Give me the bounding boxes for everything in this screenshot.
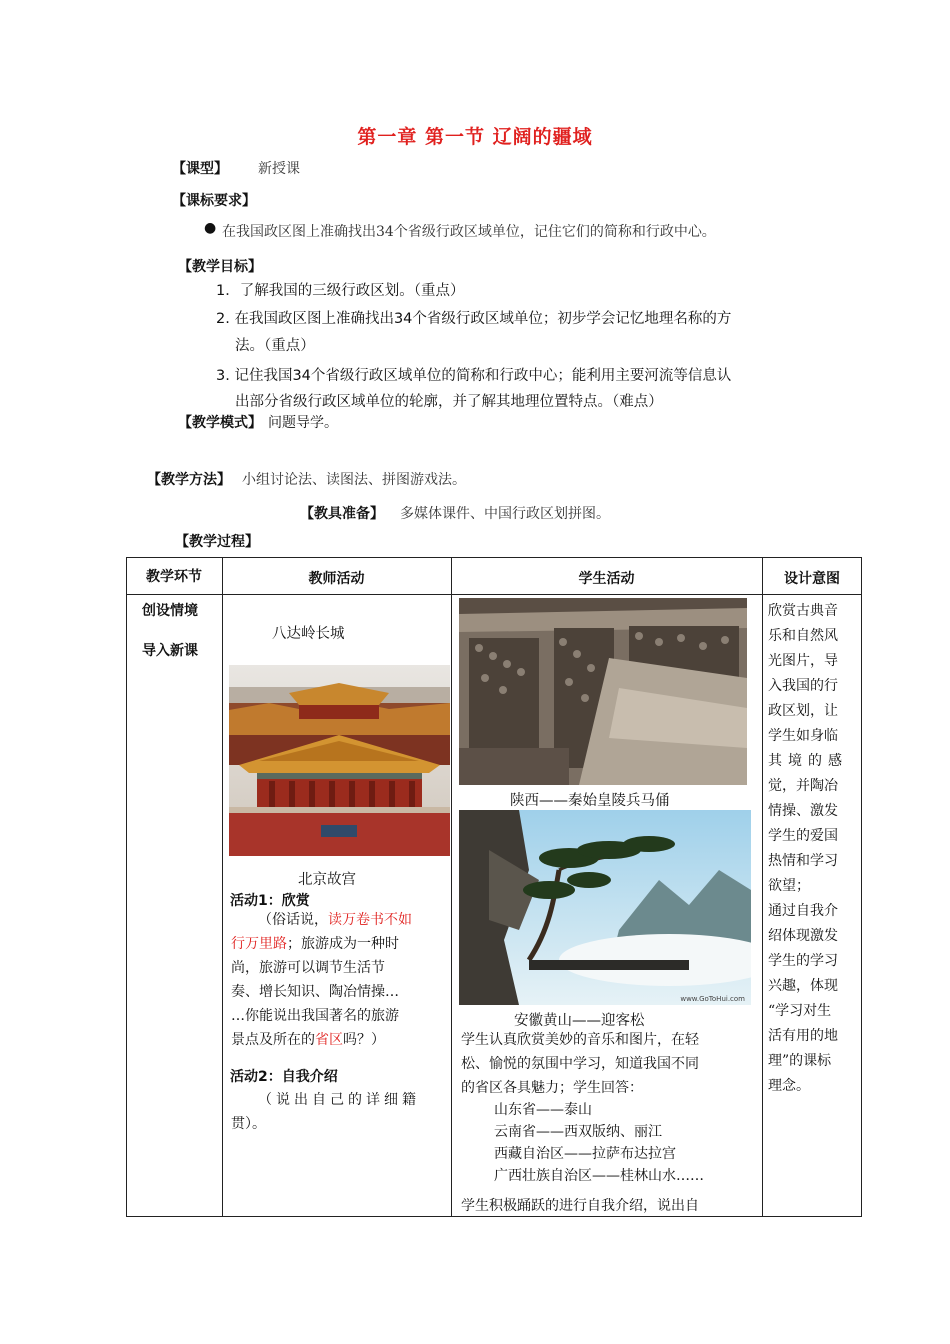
intent-line: 乐和自然风 <box>768 628 838 644</box>
table-col-divider-3 <box>762 557 763 1217</box>
intent-line: 学生的学习 <box>768 953 838 969</box>
objective-2a: 2. 在我国政区图上准确找出34个省级行政区域单位；初步学会记忆地理名称的方 <box>216 311 732 327</box>
student-line5: 云南省——西双版纳、丽江 <box>494 1124 662 1140</box>
student-line3: 的省区各具魅力；学生回答： <box>461 1080 643 1096</box>
activity2-title: 活动2：自我介绍 <box>230 1069 338 1085</box>
mode-label: 【教学模式】 <box>178 415 262 431</box>
objective-2b: 法。（重点） <box>235 338 315 354</box>
method-label: 【教学方法】 <box>147 472 231 488</box>
stage-line-2: 导入新课 <box>142 643 198 659</box>
intent-line: 政区划，让 <box>768 703 838 719</box>
table-header-divider <box>126 594 862 595</box>
activity1-title: 活动1：欣赏 <box>230 893 310 909</box>
intent-line: 其境的感 <box>768 753 848 769</box>
student-line7: 广西壮族自治区——桂林山水…… <box>494 1168 704 1184</box>
objective-3b: 出部分省级行政区域单位的轮廓，并了解其地理位置特点。（难点） <box>235 394 663 410</box>
activity1-line3: 尚，旅游可以调节生活节 <box>231 960 385 976</box>
tools-label: 【教具准备】 <box>300 506 384 522</box>
intent-line: 绍体现激发 <box>768 928 838 944</box>
objective-1: 1．了解我国的三级行政区划。（重点） <box>216 283 465 299</box>
standard-bullet: ● <box>204 220 217 236</box>
student-line1: 学生认真欣赏美妙的音乐和图片，在轻 <box>461 1032 699 1048</box>
activity1-line2 <box>231 932 399 957</box>
tools-value: 多媒体课件、中国行政区划拼图。 <box>400 506 610 522</box>
caption-forbidden-city: 北京故宫 <box>298 872 356 888</box>
course-type-value: 新授课 <box>258 161 300 177</box>
intent-line: 理”的课标 <box>768 1053 832 1069</box>
process-label: 【教学过程】 <box>175 534 259 550</box>
activity1-l1-pre: （俗话说， <box>258 912 328 928</box>
intent-line: 通过自我介 <box>768 903 838 919</box>
activity1-l2-post: ；旅游成为一种时 <box>287 936 399 952</box>
objective-3a: 3. 记住我国34个省级行政区域单位的简称和行政中心；能利用主要河流等信息认 <box>216 368 732 384</box>
forbidden-city-photo <box>229 665 450 856</box>
intent-line: 欣赏古典音 <box>768 603 838 619</box>
intent-line: 理念。 <box>768 1078 810 1094</box>
header-student: 学生活动 <box>578 571 635 587</box>
stage-line-1: 创设情境 <box>142 603 198 619</box>
student-line4: 山东省——泰山 <box>494 1102 592 1118</box>
huangshan-pine-photo <box>459 810 751 1005</box>
intent-line: 兴趣，体现 <box>768 978 838 994</box>
activity1-l1-red: 读万卷书不如 <box>328 912 412 928</box>
activity1-line5: …你能说出我国著名的旅游 <box>231 1008 399 1024</box>
table-col-divider-1 <box>222 557 223 1217</box>
method-value: 小组讨论法、读图法、拼图游戏法。 <box>242 472 466 488</box>
student-line6: 西藏自治区——拉萨布达拉宫 <box>494 1146 676 1162</box>
intent-text <box>768 599 860 1099</box>
caption-terracotta: 陕西——秦始皇陵兵马俑 <box>510 793 670 809</box>
intent-line: 欲望； <box>768 878 810 894</box>
activity1-l6-red: 省区 <box>315 1032 343 1048</box>
page-title: 第一章 第一节 辽阔的疆域 <box>357 126 593 148</box>
activity2-line1: （说出自己的详细籍 <box>258 1092 420 1108</box>
mode-value: 问题导学。 <box>268 415 338 431</box>
standard-text: 在我国政区图上准确找出34个省级行政区域单位，记住它们的简称和行政中心。 <box>222 224 716 240</box>
intent-line: 情操、激发 <box>768 803 838 819</box>
caption-great-wall: 八达岭长城 <box>272 626 345 642</box>
activity1-line6 <box>231 1028 385 1053</box>
table-col-divider-2 <box>451 557 452 1217</box>
intent-line: 学生的爱国 <box>768 828 838 844</box>
activity2-line2: 贯）。 <box>231 1116 266 1132</box>
intent-line: “学习对生 <box>768 1003 832 1019</box>
header-intent: 设计意图 <box>784 571 840 587</box>
activity1-l2-red: 行万里路 <box>231 936 287 952</box>
intent-line: 活有用的地 <box>768 1028 838 1044</box>
caption-huangshan: 安徽黄山——迎客松 <box>514 1013 645 1029</box>
header-teacher: 教师活动 <box>308 571 365 587</box>
terracotta-army-photo <box>459 598 747 785</box>
activity1-l6-post: 吗？） <box>343 1032 385 1048</box>
standard-label: 【课标要求】 <box>172 193 256 209</box>
objectives-label: 【教学目标】 <box>178 259 262 275</box>
photo-watermark: www.GoToHui.com <box>680 995 745 1003</box>
course-type-label: 【课型】 <box>172 161 228 177</box>
intent-line: 光图片，导 <box>768 653 838 669</box>
intent-line: 入我国的行 <box>768 678 838 694</box>
activity1-line4: 奏、增长知识、陶冶情操… <box>231 984 399 1000</box>
activity1-line1 <box>258 908 412 933</box>
student-line2: 松、愉悦的氛围中学习，知道我国不同 <box>461 1056 699 1072</box>
intent-line: 觉，并陶冶 <box>768 778 838 794</box>
student-line8: 学生积极踊跃的进行自我介绍，说出自 <box>461 1198 699 1214</box>
intent-line: 热情和学习 <box>768 853 838 869</box>
activity1-l6-pre: 景点及所在的 <box>231 1032 315 1048</box>
intent-line: 学生如身临 <box>768 728 838 744</box>
header-stage: 教学环节 <box>146 569 202 585</box>
